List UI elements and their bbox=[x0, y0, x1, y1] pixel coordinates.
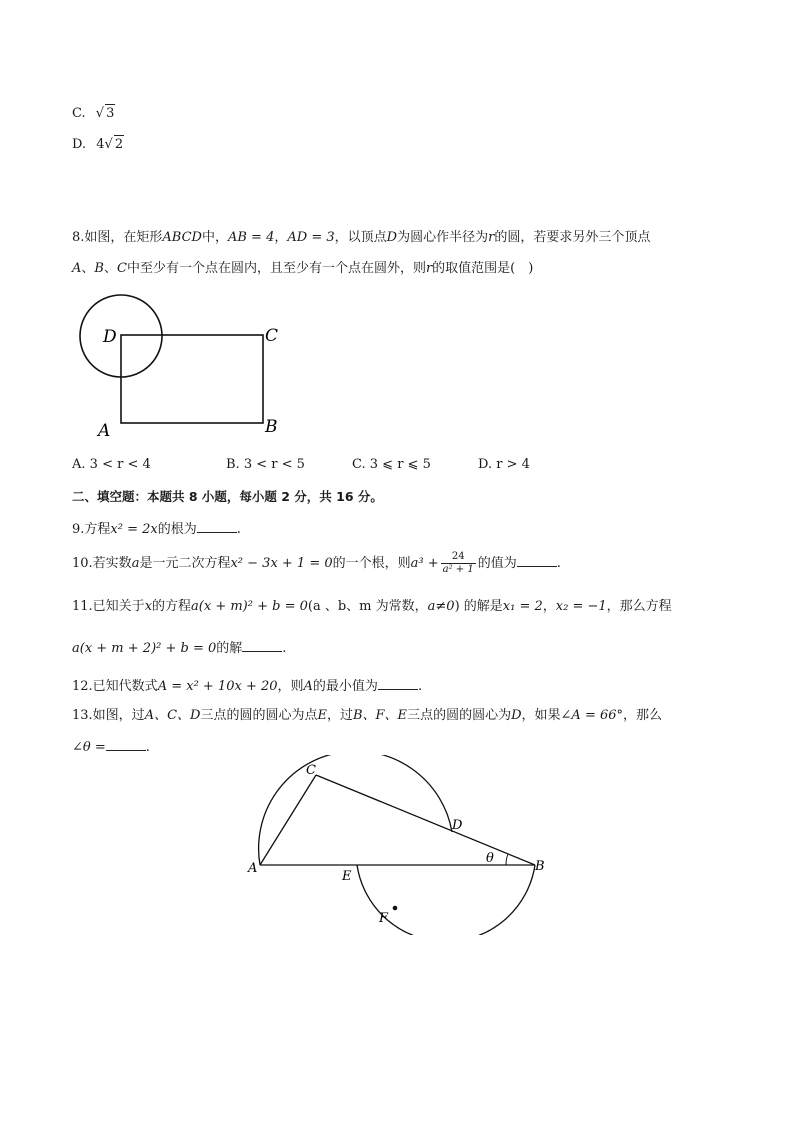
q8-option-d[interactable]: D. r > 4 bbox=[478, 457, 530, 472]
label-b: B bbox=[535, 859, 545, 874]
label-d: D bbox=[103, 327, 117, 347]
q10: 10.若实数a是一元二次方程x² − 3x + 1 = 0的一个根，则a³ + $\frac{24}{\text{a² + 1}}$ 的值为 . bbox=[72, 551, 561, 575]
answer-blank[interactable] bbox=[378, 677, 418, 690]
answer-blank[interactable] bbox=[242, 639, 282, 652]
q8-option-c[interactable]: C. 3 ⩽ r ⩽ 5 bbox=[352, 457, 431, 472]
label-d: D bbox=[452, 818, 463, 833]
section-2-title: 二、填空题：本题共 8 小题，每小题 2 分，共 16 分。 bbox=[72, 489, 383, 504]
option-value: 3 bbox=[106, 106, 115, 121]
segment-ac bbox=[260, 775, 316, 865]
fraction: $\frac{24}{\text{a² + 1}}$ bbox=[442, 551, 474, 575]
option-root: 2 bbox=[114, 137, 124, 152]
option-d-prev: D. 4√ 2 bbox=[72, 137, 124, 152]
q8-option-b[interactable]: B. 3 < r < 5 bbox=[226, 457, 305, 472]
q13-line2: ∠θ = . bbox=[72, 740, 150, 755]
label-c: C bbox=[306, 763, 316, 778]
arc-acd bbox=[259, 755, 452, 865]
q11-line2: a(x + m + 2)² + b = 0的解 . bbox=[72, 641, 287, 656]
label-f: F bbox=[379, 911, 389, 926]
q8-line1: 8.如图，在矩形ABCD中，AB = 4，AD = 3，以顶点D为圆心作半径为r的圆，若要求另外三个顶点 bbox=[72, 230, 651, 245]
option-label: C. bbox=[72, 106, 86, 121]
q11-line1: 11.已知关于x的方程a(x + m)² + b = 0(a 、b、m 为常数，a≠0) 的解是x₁ = 2，x₂ = −1，那么方程 bbox=[72, 599, 672, 614]
q13-figure bbox=[240, 755, 560, 935]
segment-cb bbox=[316, 775, 535, 865]
q8-figure bbox=[70, 290, 290, 440]
answer-blank[interactable] bbox=[517, 554, 557, 567]
label-a: A bbox=[248, 861, 258, 876]
label-c: C bbox=[265, 326, 279, 346]
option-c-prev: C. √ 3 bbox=[72, 106, 115, 121]
answer-blank[interactable] bbox=[106, 738, 146, 751]
q9: 9.方程x² = 2x的根为 . bbox=[72, 522, 241, 537]
q13-line1: 13.如图，过A、C、D三点的圆的圆心为点E，过B、F、E三点的圆的圆心为D，如果∠A = 66°，那么 bbox=[72, 708, 663, 723]
rectangle-abcd bbox=[121, 335, 263, 423]
option-value: 4 bbox=[96, 137, 105, 152]
option-label: D. bbox=[72, 137, 87, 152]
point-f bbox=[393, 906, 398, 911]
label-b: B bbox=[265, 417, 278, 437]
q12: 12.已知代数式A = x² + 10x + 20，则A的最小值为 . bbox=[72, 679, 423, 694]
angle-mark bbox=[506, 854, 508, 865]
label-e: E bbox=[342, 869, 352, 884]
label-theta: θ bbox=[486, 851, 494, 866]
label-a: A bbox=[98, 421, 111, 440]
q8-line2: A、B、C中至少有一个点在圆内，且至少有一个点在圆外，则r的取值范围是( ) bbox=[72, 261, 534, 276]
q8-option-a[interactable]: A. 3 < r < 4 bbox=[72, 457, 151, 472]
answer-blank[interactable] bbox=[197, 520, 237, 533]
